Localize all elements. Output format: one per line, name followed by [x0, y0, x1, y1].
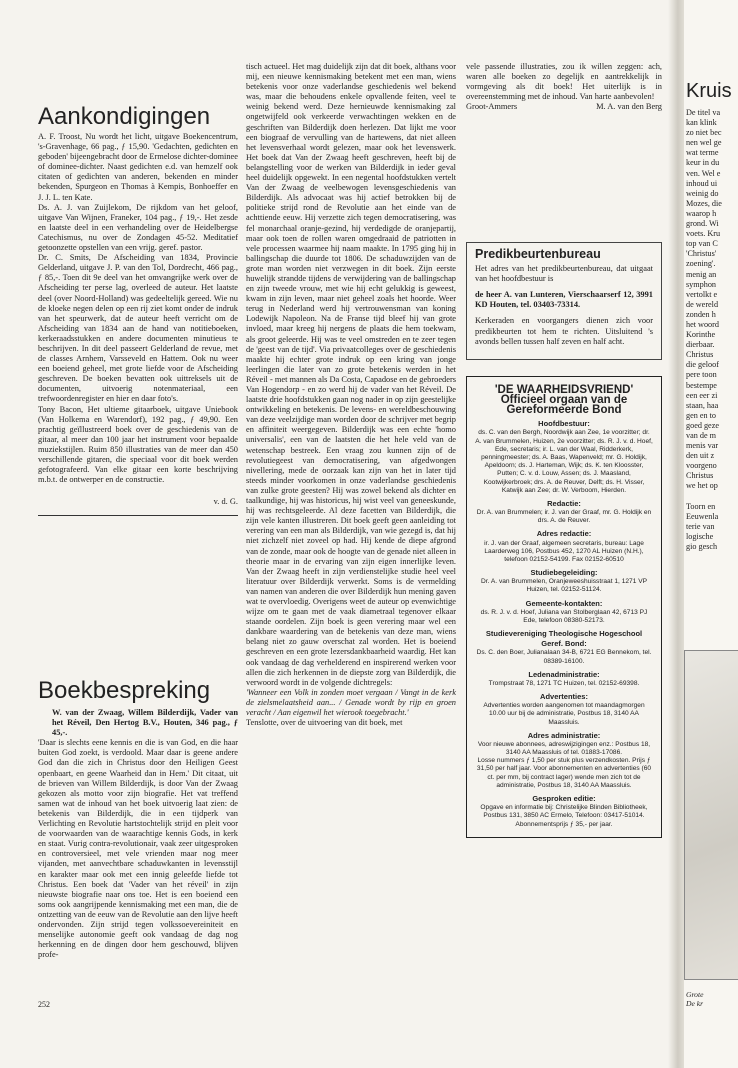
wv-gesp-heading: Gesproken editie: — [532, 794, 596, 804]
right-text-line: terie van — [686, 521, 715, 531]
predikbeurten-p3: Kerkeraden en voorgangers dienen zich voor predikbeurten tot hem te richten. Uitsluitend 's avonds bellen tussen half zeven en half acht. — [475, 316, 653, 346]
right-caption-line1: Grote — [686, 990, 704, 999]
review-place: Groot-Ammers — [466, 102, 518, 112]
right-text-line: zo niet bec — [686, 128, 722, 138]
right-text-line: Eeuwenla — [686, 511, 719, 521]
divider — [38, 515, 238, 516]
review-body: 'Daar is slechts eene kennis en die is van God, en die haar buiten God zoekt, is verdoold. Maar daar is geene andere God dan die zich in Christus door den Heiligen Geest openbaart, en geene Waarheid dan in Hem.' Dit citaat, uit de brieven van Willem Bilderdijk, is door Van der Zwaag gekozen als motto voor zijn biografie. Het vat treffend samen wat de inhoud van het boek uitvoerig laat zien: de betekenis van Bilderdijk, die in een tijdperk van Verlichting en Revolutie hartstochtelijk strijd en pleit voor de voorwaarden van de waarachtige kennis Gods, in kerk en staat. Vurig contra-revolutionair, vaak zeer uitgesproken en controversieel, met vele vrienden maar nog meer vijanden, met aanvechtbare schaduwkanten in levensstijl en karakter maar ook met een innig geleefde liefde tot Christus. Een boek dat 'Vader van het réveil' in zijn nieuwste biografie naar ons toe. Het is een boeiend een soms ook aangrijpende kennismaking met een man, die de ontzetting van de eeuw van de Revolutie aan den lijve heeft ondervonden. Zijn strijd tegen volkssoevereiniteit en menselijke autonomie geeft ook vandaag de dag nog herkenning en de dingen door hem geschouwd, blijven profe- — [38, 738, 238, 960]
right-text-line: keur in du — [686, 158, 720, 168]
right-heading: Kruis — [686, 80, 732, 102]
right-text-line: goed geze — [686, 420, 719, 430]
wv-gesp: Opgave en informatie bij: Christelijke Blinden Bibliotheek, Postbus 131, 3850 AC Ermelo, Telefoon: 03417-51014. Abonnementsprijs ƒ 35,- per jaar. — [480, 804, 648, 828]
right-text-line: nen wel ge — [686, 138, 722, 148]
wv-title: 'DE WAARHEIDSVRIEND' — [494, 383, 634, 396]
wv-leden-heading: Ledenadministratie: — [528, 669, 600, 679]
wv-gemeente: ds. R. J. v. d. Hoef, Juliana van Stolberglaan 42, 6713 PJ Ede, telefoon 08380-52173. — [480, 608, 648, 624]
right-text-line: top van C — [686, 239, 718, 249]
waarheidsvriend-box — [466, 376, 662, 838]
right-text-line: ven. Wel e — [686, 168, 721, 178]
right-text-line: van de m — [686, 431, 717, 440]
right-text-line: waarop h — [686, 208, 717, 218]
column-3 — [466, 62, 662, 838]
heading-boekbespreking: Boekbespreking — [38, 677, 211, 704]
wv-hoofdbestuur-heading: Hoofdbestuur: — [538, 419, 590, 429]
right-text-line: Christus — [686, 471, 714, 481]
right-text-line: Korinthe — [686, 330, 716, 340]
right-text-line: menig an — [686, 269, 717, 279]
page-number: 252 — [38, 1000, 50, 1009]
review-quote: 'Wanneer een Volk in zonden moet vergaan / Vangt in de kerk de zielsmelaatsheid aan... / Genade wordt by rijp en groen veracht / Aan eigenwil het wierook toegebracht.' — [246, 687, 456, 717]
review-lead: W. van der Zwaag, Willem Bilderdijk, Vader van het Réveil, Den Hertog B.V., Houten, 346 pag., ƒ 45,-. — [52, 708, 238, 738]
wv-studie-heading: Studiebegeleiding: — [530, 568, 598, 578]
review-closing: Tenslotte, over de uitvoering van dit boek, met — [246, 718, 403, 728]
wv-adv-heading: Advertenties: — [540, 692, 588, 702]
wv-studie: Dr. A. van Brummelen, Oranjeweeshuisstraat 1, 1271 VP Huizen, tel. 02152-51124. — [480, 578, 648, 594]
wv-prijs: Losse nummers ƒ 1,50 per stuk plus verzendkosten. Prijs ƒ 31,50 per half jaar. Voor abonnementen en advertenties (60 ct. per mm, bij contract lager) wende men zich tot de administratie, Postbus 18, 3140 AA Maassluis. — [476, 757, 652, 789]
announcement-zuijlekom: Ds. A. J. van Zuijlekom, De rijkdom van het geloof, uitgave Van Wijnen, Franeker, 104 pag., ƒ 19,-. Het zesde en laatste deel in een verhandeling over de Heidelbergse Catechismus, nu over de Zondagen 45-52. Meditatief getoonzette opstellen van een vrijg. geref. pastor. — [38, 202, 238, 253]
wv-stud: Ds. C. den Boer, Julianalaan 34-B, 6721 EG Bennekom, tel. 08389-16100. — [476, 649, 652, 665]
announcement-smits: Dr. C. Smits, De Afscheiding van 1834, Provincie Gelderland, uitgave J. P. van den Tol, Dordrecht, 466 pag., ƒ 85,-. Toen dit 9e deel van het omvangrijke werk over de Afscheiding ter perse lag, overleed de auteur. Het laatste deel (over Noord-Holland) was gedeeltelijk gereed. Wie nu de kloeke negen delen op een rij ziet komt onder de indruk van het speurwerk, dat de auteur heeft verricht om de Afscheiding van 1834 aan de hand van notitieboeken, kerkeraadsstukken en andere documenten minutieus te beschrijven. In dit deel passeert Gelderland de revue, met de classes Arnhem, Varsseveld en Hattem. Ook nu weer een boeiend geheel, met grote liefde voor de Afscheiding geschreven. De boeken bevatten ook uittreksels uit de documenten, uitvoerig notenmateriaal, een trefwoordenregister en hier en daar foto's. — [38, 253, 238, 404]
wv-stud-heading: Studievereniging Theologische Hogeschool Geref. Bond: — [485, 629, 643, 649]
right-text-line: voets. Kru — [686, 229, 721, 239]
right-text-line: voorgeno — [686, 461, 717, 471]
predikbeurten-address: de heer A. van Lunteren, Vierschaarserf 12, 3991 KD Houten, tel. 03403-73314. — [475, 289, 653, 310]
predikbeurten-box — [466, 242, 662, 360]
review-author: M. A. van den Berg — [596, 102, 662, 112]
right-text-line: bestempe — [686, 380, 717, 390]
right-text-line: zoening'. — [686, 259, 716, 269]
right-text-line: het woord — [686, 319, 719, 329]
right-text-line: den uit z — [686, 451, 715, 461]
predikbeurten-title: Predikbeurtenbureau — [475, 247, 601, 262]
right-text-line: Toorn en — [686, 501, 716, 511]
right-text-line: weinig do — [686, 188, 719, 198]
heading-aankondigingen: Aankondigingen — [38, 103, 211, 130]
wv-adv: Advertenties worden aangenomen tot maandagmorgen 10.00 uur bij de administratie, Postbus 18, 3140 AA Maassluis. — [483, 702, 645, 726]
right-text-line: 'Christus' — [686, 249, 717, 259]
wv-gemeente-heading: Gemeente-kontakten: — [525, 598, 603, 608]
right-text-line: De titel va — [686, 108, 721, 117]
wv-adm: Voor nieuwe abonnees, adreswijzigingen enz.: Postbus 18, 3140 AA Maassluis of tel. 01883-17086. — [477, 740, 651, 757]
review-signature — [466, 102, 662, 112]
announcement-bacon: Tony Bacon, Het ultieme gitaarboek, uitgave Uniebook (Van Holkema en Warendorf), 192 pag., ƒ 49,90. Een prachtig geïllustreerd boek over de geschiedenis van de gitaar, al meer dan 100 jaar het instrument voor bepaalde muziekstijlen. Ruim 850 illustraties van de meer dan 450 verschillende gitaren, die speciaal voor dit boek werden gefotografeerd. Van elke gitaar een korte beschrijving m.b.t. de ontwerper en de constructie. — [38, 404, 238, 485]
review-start — [38, 708, 238, 960]
right-text-line: dierbaar. — [686, 340, 715, 350]
review-continued: tisch actueel. Het mag duidelijk zijn dat dit boek, althans voor mij, een nieuwe kennismaking betekent met een man, wiens betekenis voor onze vaderlandse geschiedenis wel bekend was, maar die behoudens enkele opvallende feiten, veel te weinig bekend werd. Deze hernieuwde kennismaking zal ongetwijfeld ook verkeerde verwachtingen wekken en de geschriften van Bilderdijk doen herlezen. Dat lijkt me voor een biograaf de vervulling van de hartewens, dat niet alleen het levensverhaal wordt gelezen, maar ook het levenswerk. Het boek dat Van der Zwaag heeft geschreven, heeft bij de belangstelling voor de werken van Bilderdijk in ieder geval heel duidelijk opgewekt. In een negental hoofdstukken vertelt Van der Zwaag de veelbewogen levensgeschiedenis van Bilderdijk. Als advocaat was hij actief betrokken bij de politieke strijd rond de Revolutie aan het einde van de achttiende eeuw. Hij verzette zich tegen democratisering, was fel monarchaal oranje-gezind, hij verdedigde de oranjepartij, maar ook toen de rollen waren omgedraaid de patriotten in vele processen waarmee hij naam maakte. In 1795 ging hij in ballingschap die duurde tot 1806. De schaduwzijden van de grote man worden niet verzwegen in dit boek. Zijn eerste huwelijk strandde tijdens de verwijdering van de ballingschap en zijn tweede vrouw, met wie hij echt gelukkig is geweest, kwam in zijn leven, maar niet geheel zoals het hoorde. Weer terug in Nederland werd hij vertrouwensman van koning Lodewijk Napoleon. Na de Franse tijd bleef hij van grote invloed, maar kreeg hij nergens de plaats die hem toekwam, als groot geleerde. Hij was te veel omstreden en te zeer tegen de 'geest van de tijd'. Via privaatcolleges over de geschiedenis maakte hij echter grote indruk op een kring van jonge leerlingen die later van zo grote betekenis werden in het Réveil - met mannen als Da Costa, Capadose en de gebroeders Van Hogendorp - en zo werd hij de vader van het Réveil. De laatste drie hoofdstukken gaan nog nader in op zijn geestelijke ontwikkeling en betekenis. De levens- en wereldbeschouwing van deze veelzijdige man worden door de schrijver met begrip en affiniteit weergegeven. Bilderdijk was een echte 'homo universalis', een van de laatsten die het hele veld van de wetenschap bestreek. Een vraag zou kunnen zijn of de revolutiegeest van democratisering, van afgedwongen nivellering, mede de oorzaak kan zijn van het in later tijd steeds minder voorkomen in onze vaderlandse geschiedenis van zulke grote geesten? Hij was zowel bekend als dichter en taalkundige, hij was historicus, hij wist veel van geneeskunde, hij was rechtsgeleerde. Al deze facetten van Bilderdijk, die zijn vele kanten illustreren. Dit boek geeft geen aanleiding tot verering van een man als Bilderdijk, van wie gezegd is, dat hij niet zichzelf niet zoveel op had. Hij kende de diepe afgrond van de zonde, maar ook de hoogte van de genade niet alleen in theorie maar in de ervaring van zijn eigen innerlijke leven. Van der Zwaag heeft in zijn verdienstelijke studie heel veel literatuur over Bilderdijk verwerkt. Soms is de vermelding van namen van anderen die over Bilderdijk hun mening gaven wat te overvloedig. Overigens weet de auteur op evenwichtige wijze om te gaan met de vaak diametraal tegenover elkaar staande oordelen. Zijn boek is geen verering maar wel een dankbare waardering van de betekenis van deze man, wiens belang niet zo gauw overschat zal worden. Het is boeiend geschreven en een grote lezersdankbaarheid waardig. Het kan ook vandaag de dag verhelderend en inspirerend werken voor allen die zich herkennen in de diepste zorg van Bilderdijk, die verwoord wordt in de volgende dichtregels: — [246, 62, 457, 687]
right-photo — [684, 650, 738, 980]
right-text-line: Mozes, die — [686, 198, 722, 208]
wv-redactie: Dr. A. van Brummelen; ir. J. van der Graaf, mr. G. Holdijk en drs. A. de Reuver. — [476, 509, 652, 525]
right-text-line: gio gesch — [686, 542, 718, 552]
column-2 — [246, 62, 456, 728]
right-text-line: een eer zi — [686, 390, 718, 400]
right-text-line: inhoud ui — [686, 178, 718, 188]
right-text-line: die geloof — [686, 360, 719, 370]
right-caption-line2: De kr — [686, 999, 704, 1008]
right-text-line: grond. Wi — [686, 219, 719, 229]
right-text-line: vertolkt e — [686, 289, 718, 299]
wv-leden: Trompstraat 78, 1271 TC Huizen, tel. 02152-69398. — [488, 679, 640, 687]
right-text-line: menis var — [686, 441, 719, 451]
review-end: vele passende illustraties, zou ik willen zeggen: ach, waren alle boeken zo degelijk en aantrekkelijk in vormgeving als dit boek! Het uiterlijk is in overeenstemming met de inhoud. Van harte aanbevolen! — [466, 62, 662, 102]
right-text-line: wat terme — [686, 148, 719, 158]
column-1 — [38, 132, 238, 516]
right-text-line: de wereld — [686, 299, 719, 309]
wv-adm-heading: Adres administratie: — [527, 730, 601, 740]
right-text-line: pere toon — [686, 370, 717, 380]
wv-subtitle: Officieel orgaan van de Gereformeerde Bond — [500, 394, 628, 417]
right-caption — [686, 990, 703, 1008]
announcement-troost: A. F. Troost, Nu wordt het licht, uitgave Boekencentrum, 's-Gravenhage, 66 pag., ƒ 15,90. 'Gedachten, gedichten en geboden' bijeengebracht door de Ermelose dichter-dominee of dominee-dichter. Naast gedichten e.d. van hemzelf ook citaten of gedichten van anderen, bekenden en minder bekenden, Spurgeon en Thomas à Kempis, Bonhoeffer en J. J. L. ten Kate. — [38, 132, 238, 202]
wv-hoofdbestuur: ds. C. van den Bergh, Noordwijk aan Zee, 1e voorzitter; dr. A. van Brummelen, Huizen, 2e voorzitter; ds. R. J. v. d. Hoef, Ede, secretaris; ir. L. van der Waal, Ridderkerk, penningmeester; ds. A. Baas, Wapenveld; mr. G. Holdijk, Apeldoorn; ds. J. Harteman, Wijk; ds. K. ten Kloosster, Putten; C. v. d. Louw, Assen; ds. J. Maasland, Kootwijkerbroek; drs. A. de Reuver, Delft; ds. H. Visser, Katwijk aan Zee; dr. W. Verboom, Hierden. — [475, 429, 653, 494]
right-text-line — [686, 492, 738, 502]
right-text-line: kan klink — [686, 118, 717, 128]
page-right — [684, 0, 738, 1068]
right-text — [686, 108, 738, 552]
predikbeurten-p1: Het adres van het predikbeurtenbureau, dat uitgaat van het hoofdbestuur is — [475, 263, 653, 283]
right-text-line: gen en to — [686, 410, 717, 420]
right-text-line: we het op — [686, 481, 718, 491]
wv-redactie-heading: Redactie: — [547, 498, 581, 508]
right-text-line: staan, haa — [686, 400, 719, 410]
right-text-line: symphon — [686, 279, 717, 289]
wv-adres: ir. J. van der Graaf, algemeen secretaris, bureau: Lage Laarderweg 106, Postbus 452, 1270 AL Huizen (N.H.), telefoon 02152-54199. Fax 02152-60510 — [484, 539, 644, 563]
right-text-line: logische — [686, 531, 714, 541]
right-text-line: Christus — [686, 350, 714, 360]
signature: v. d. G. — [213, 497, 238, 507]
wv-adres-heading: Adres redactie: — [536, 529, 592, 539]
right-text-line: zonden h — [686, 309, 716, 319]
